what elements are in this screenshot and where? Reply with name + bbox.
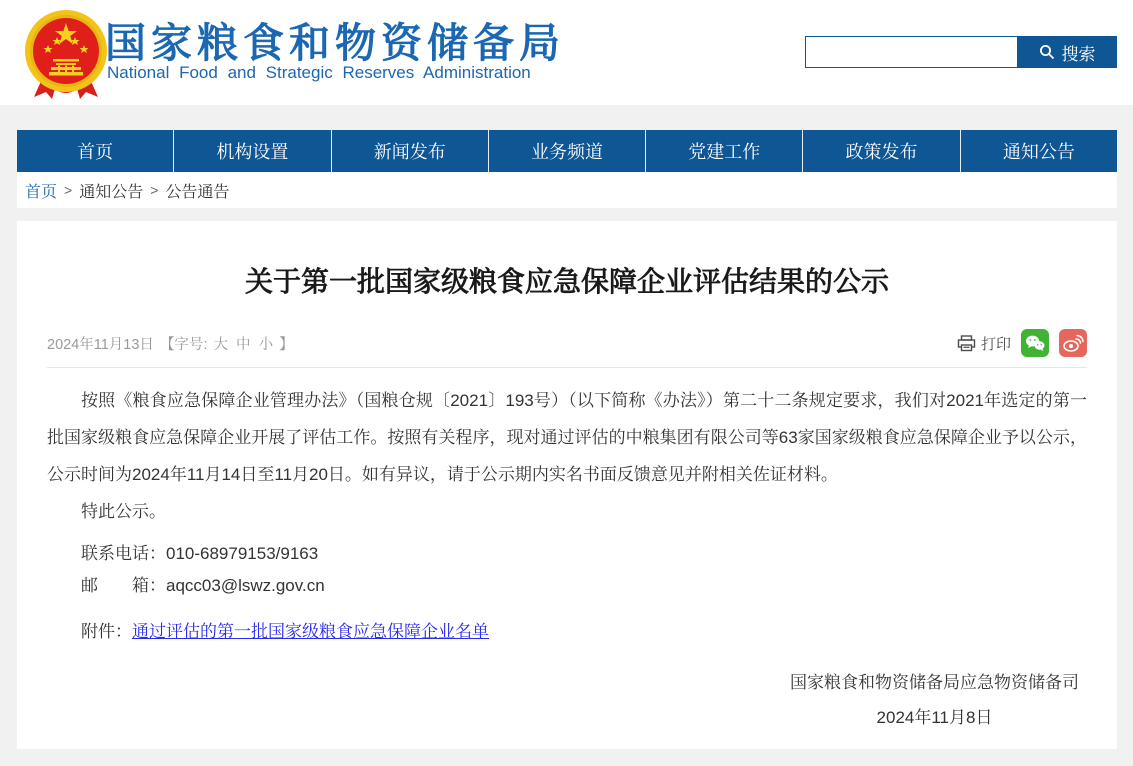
- breadcrumb-section[interactable]: 通知公告: [79, 183, 144, 201]
- national-emblem-logo[interactable]: [20, 7, 112, 101]
- search-box: [805, 36, 1117, 68]
- nav-item-label: 首页: [77, 142, 114, 162]
- article-meta-row: [47, 329, 1087, 357]
- attachment-row: [47, 616, 1087, 648]
- site-header: [0, 0, 1133, 105]
- nav-item-label: 党建工作: [688, 142, 761, 162]
- nav-item-notice[interactable]: [961, 130, 1117, 172]
- search-button[interactable]: [1017, 36, 1117, 68]
- nav-item-party[interactable]: [646, 130, 803, 172]
- font-size-suffix: 】: [279, 336, 294, 353]
- breadcrumb: [17, 172, 1117, 208]
- article-container: [17, 221, 1117, 749]
- breadcrumb-home[interactable]: 首页: [25, 183, 58, 201]
- nav-item-news[interactable]: [332, 130, 489, 172]
- search-button-label: 搜索: [1061, 44, 1096, 64]
- publish-date: 2024年11月13日: [47, 336, 154, 353]
- article-meta-left: [47, 333, 294, 354]
- article-meta-right: [957, 329, 1087, 357]
- nav-item-label: 机构设置: [216, 142, 289, 162]
- printer-icon: [957, 335, 976, 352]
- header-inner: [17, 0, 1117, 105]
- nav-item-policy[interactable]: [803, 130, 960, 172]
- print-button[interactable]: [957, 333, 1011, 354]
- national-emblem-icon: [20, 7, 112, 101]
- contact-phone: 联系电话：010-68979153/9163: [81, 544, 319, 563]
- paragraph-note: 特此公示。: [81, 502, 166, 521]
- weibo-icon: [1062, 333, 1084, 353]
- nav-item-label: 业务频道: [530, 142, 603, 162]
- contact-email: 邮 箱：aqcc03@lswz.gov.cn: [81, 576, 325, 595]
- share-weibo-button[interactable]: [1059, 329, 1087, 357]
- article-title: 关于第一批国家级粮食应急保障企业评估结果的公示: [244, 266, 889, 297]
- signature-date: 2024年11月8日: [876, 708, 993, 727]
- nav-item-label: 政策发布: [845, 142, 918, 162]
- font-size-prefix: 【字号:: [159, 336, 208, 353]
- meta-divider: [47, 367, 1087, 368]
- article-body: [47, 382, 1087, 736]
- breadcrumb-separator: >: [64, 182, 73, 198]
- signature-inner: [790, 666, 1079, 736]
- search-icon: [1039, 44, 1055, 60]
- attachment-label: 附件：: [81, 622, 132, 641]
- nav-item-home[interactable]: [17, 130, 174, 172]
- search-input[interactable]: [805, 36, 1017, 68]
- signature-block: [47, 666, 1087, 736]
- font-size-large-button[interactable]: 大: [213, 336, 228, 353]
- wechat-icon: [1024, 333, 1046, 353]
- signature-department: 国家粮食和物资储备局应急物资储备司: [790, 673, 1079, 692]
- font-size-medium-button[interactable]: 中: [236, 336, 251, 353]
- nav-item-business[interactable]: [489, 130, 646, 172]
- site-title-zh: 国家粮食和物资储备局: [105, 20, 565, 66]
- nav-item-label: 通知公告: [1002, 142, 1075, 162]
- paragraph-main: 按照《粮食应急保障企业管理办法》（国粮仓规〔2021〕193号）（以下简称《办法》）第二十二条规定要求，我们对2021年选定的第一批国家级粮食应急保障企业开展了评估工作。按照有关程序，现对通过评估的中粮集团有限公司等63家国家级粮食应急保障企业予以公示，公示时间为2024年11月14日至11月20日。如有异议，请于公示期内实名书面反馈意见并附相关佐证材料。: [47, 391, 1087, 484]
- breadcrumb-current: 公告通告: [165, 183, 230, 201]
- share-wechat-button[interactable]: [1021, 329, 1049, 357]
- font-size-small-button[interactable]: 小: [258, 336, 274, 353]
- breadcrumb-separator: >: [150, 182, 159, 198]
- site-title-en: National Food and Strategic Reserves Administration: [107, 63, 531, 82]
- attachment-link[interactable]: 通过评估的第一批国家级粮食应急保障企业名单: [132, 622, 489, 641]
- nav-item-org[interactable]: [174, 130, 331, 172]
- print-label: 打印: [980, 335, 1011, 353]
- main-nav: [17, 130, 1117, 172]
- font-size-control: [160, 333, 294, 354]
- nav-item-label: 新闻发布: [373, 142, 446, 162]
